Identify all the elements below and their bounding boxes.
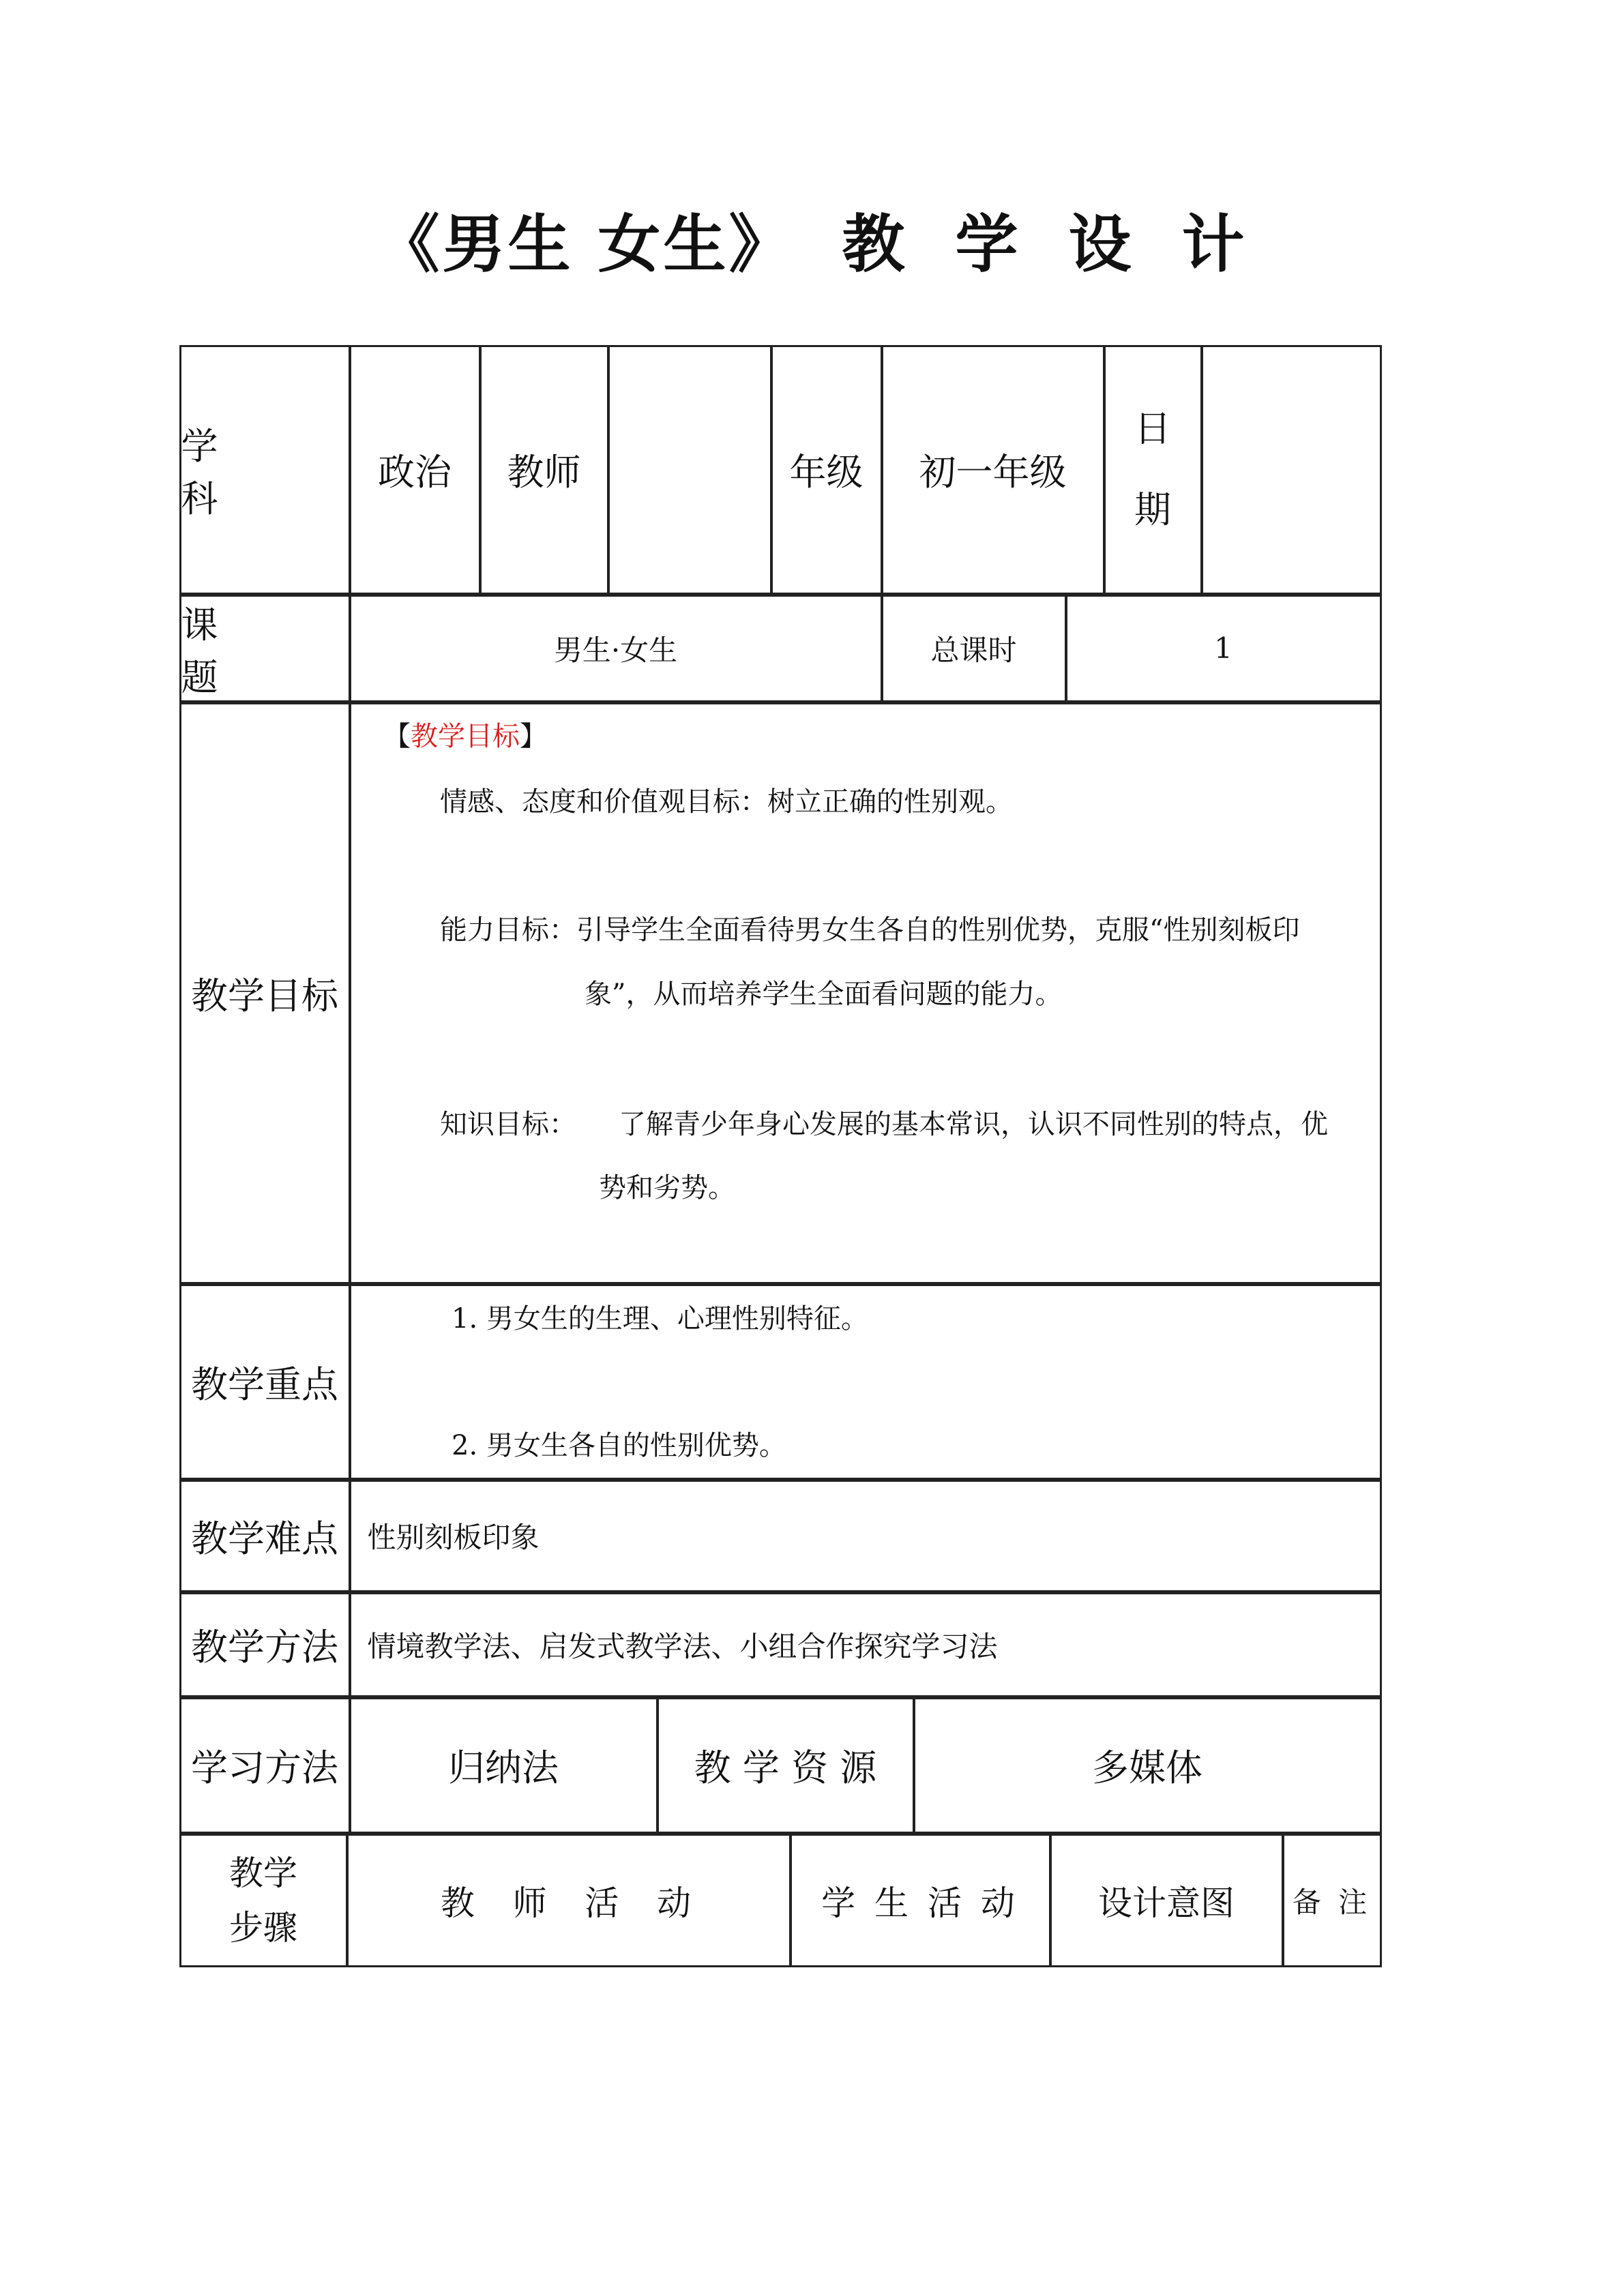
emotion-objective: 情感、态度和价值观目标：树立正确的性别观。	[440, 786, 1013, 818]
teacher-activity-cell	[346, 1834, 791, 1967]
grade-label: 年级	[789, 451, 863, 494]
focus-item-2: 2. 男女生各自的性别优势。	[452, 1430, 786, 1461]
method-value: 情境教学法、启发式教学法、小组合作探究学习法	[367, 1629, 998, 1663]
learning-cell	[349, 1697, 658, 1834]
objectives-heading	[383, 720, 547, 753]
learning-label-cell	[179, 1697, 351, 1834]
method-cell	[349, 1592, 1382, 1697]
date-label-1: 日	[1134, 406, 1171, 450]
subject-label-cell	[179, 345, 351, 595]
hours-cell	[1065, 595, 1382, 702]
remarks-header: 备 注	[1292, 1885, 1372, 1919]
learning-value: 归纳法	[448, 1746, 559, 1789]
objectives-label-cell	[179, 702, 351, 1284]
bracket-close: 】	[520, 721, 547, 752]
page-title	[0, 194, 1624, 284]
title-char: 学	[955, 208, 1021, 281]
hours-value: 1	[1214, 631, 1232, 665]
date-cell	[1201, 345, 1382, 595]
knowledge-objective-line1: 了解青少年身心发展的基本常识，认识不同性别的特点，优	[619, 1109, 1328, 1140]
method-label-cell	[179, 1592, 351, 1697]
steps-label-2: 步骤	[229, 1907, 297, 1948]
student-activity-header: 学 生 活 动	[821, 1883, 1019, 1923]
hours-label-cell	[881, 595, 1067, 702]
grade-value: 初一年级	[919, 451, 1067, 494]
learning-label: 学习方法	[191, 1746, 338, 1789]
focus-label: 教学重点	[191, 1362, 338, 1406]
design-intent-cell	[1050, 1834, 1284, 1967]
steps-label-cell	[179, 1834, 348, 1967]
title-char: 教	[842, 208, 908, 281]
subject-label: 学 科	[181, 424, 280, 520]
teacher-activity-header: 教 师 活 动	[440, 1883, 697, 1923]
objectives-heading-text: 教学目标	[411, 721, 520, 752]
grade-label-cell	[771, 345, 883, 595]
difficulty-cell	[349, 1480, 1382, 1592]
resource-label: 教 学 资 源	[694, 1746, 877, 1789]
knowledge-objective-line2: 势和劣势。	[599, 1172, 735, 1204]
difficulty-value: 性别刻板印象	[367, 1521, 540, 1554]
subject-cell	[349, 345, 481, 595]
difficulty-label-cell	[179, 1480, 351, 1592]
resource-cell	[913, 1697, 1382, 1834]
method-label: 教学方法	[191, 1626, 338, 1669]
difficulty-label: 教学难点	[191, 1517, 338, 1560]
student-activity-cell	[790, 1834, 1051, 1967]
date-label-cell	[1104, 345, 1202, 595]
topic-label: 课 题	[181, 603, 280, 699]
resource-label-cell	[657, 1697, 915, 1834]
teacher-label: 教师	[507, 451, 581, 494]
teacher-label-cell	[479, 345, 609, 595]
topic-cell	[349, 595, 883, 702]
ability-objective-line1: 能力目标：引导学生全面看待男女生各自的性别优势，克服“性别刻板印	[440, 914, 1300, 946]
hours-label: 总课时	[930, 633, 1017, 667]
date-label-2: 期	[1134, 488, 1171, 531]
remarks-cell	[1282, 1834, 1382, 1967]
focus-item-1: 1. 男女生的生理、心理性别特征。	[452, 1303, 868, 1335]
topic-value: 男生·女生	[553, 633, 678, 667]
focus-label-cell	[179, 1284, 351, 1480]
steps-label-1: 教学	[229, 1853, 297, 1893]
objectives-label: 教学目标	[191, 974, 338, 1017]
topic-label-cell	[179, 595, 351, 702]
teacher-cell	[608, 345, 772, 595]
subject-value: 政治	[378, 451, 452, 494]
knowledge-objective-label: 知识目标：	[440, 1109, 576, 1140]
bracket-open: 【	[383, 721, 411, 752]
resource-value: 多媒体	[1092, 1746, 1202, 1789]
title-main: 《男生 女生》	[377, 208, 795, 281]
title-char: 设	[1068, 208, 1134, 281]
grade-cell	[881, 345, 1105, 595]
title-char: 计	[1181, 208, 1247, 281]
design-intent-header: 设计意图	[1098, 1883, 1235, 1923]
ability-objective-line2: 象”，从而培养学生全面看问题的能力。	[585, 979, 1063, 1010]
